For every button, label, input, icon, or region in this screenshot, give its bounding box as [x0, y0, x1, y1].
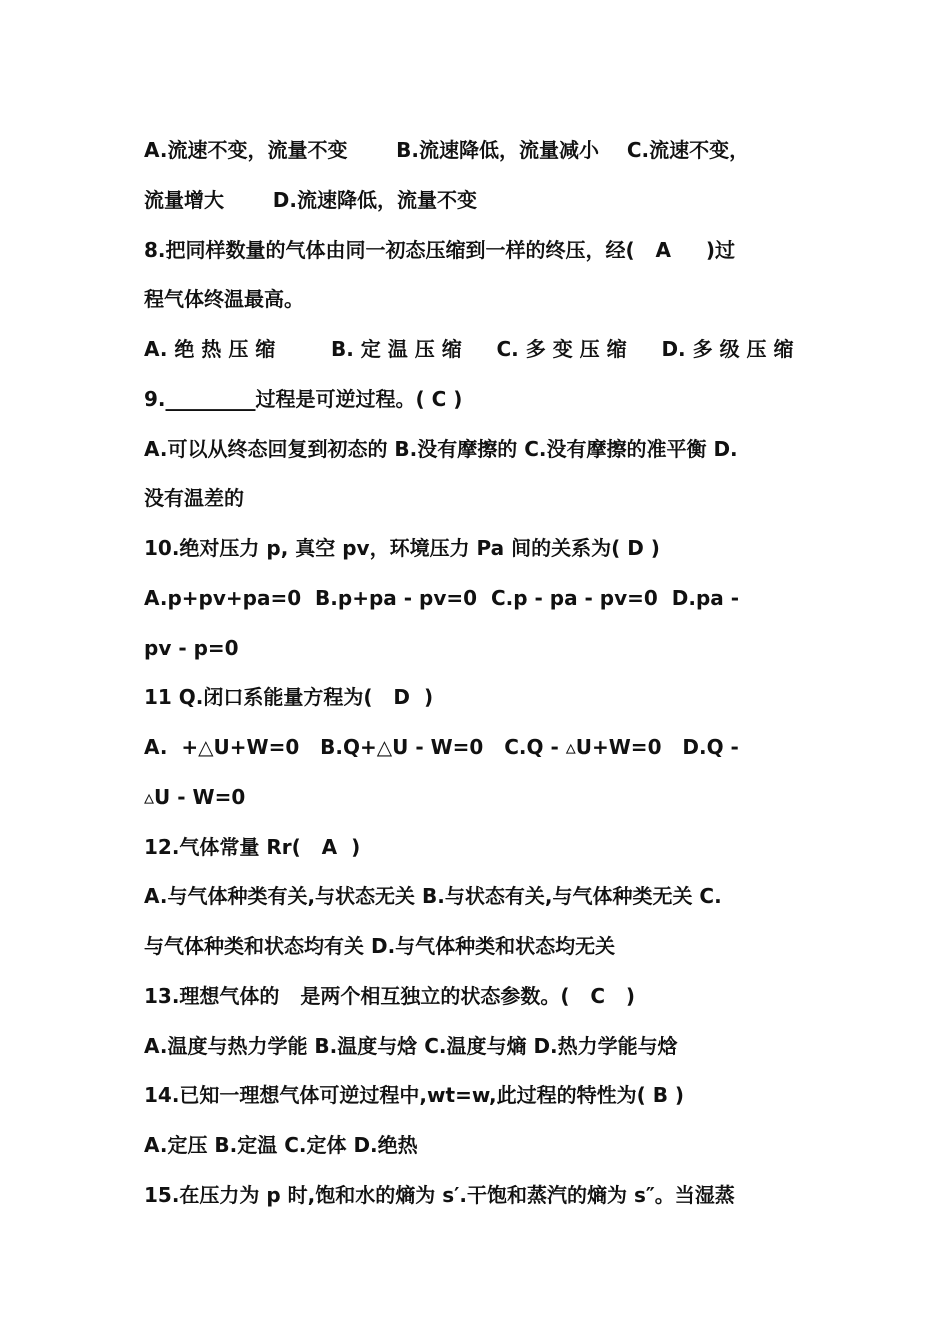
text-line: 与气体种类和状态均有关 D.与气体种类和状态均无关 — [144, 934, 616, 958]
text-line: 14.已知一理想气体可逆过程中,wt=w,此过程的特性为( B ) — [144, 1083, 685, 1108]
text-line: A.温度与热力学能 B.温度与焓 C.温度与熵 D.热力学能与焓 — [144, 1033, 678, 1058]
text-line: A.流速不变，流量不变 B.流速降低，流量减小 C.流速不变， — [144, 138, 750, 162]
text-line: 13.理想气体的 是两个相互独立的状态参数。( C ) — [144, 983, 636, 1008]
text-line: 15.在压力为 p 时,饱和水的熵为 s′.干饱和蒸汽的熵为 s″。当湿蒸 — [144, 1182, 735, 1207]
text-line: 8.把同样数量的气体由同一初态压缩到一样的终压，经( A )过 — [144, 237, 735, 262]
text-line: 12.气体常量 Rr( A ) — [144, 834, 361, 859]
text-line: A.p+pv+pa=0 B.p+pa - pv=0 C.p - pa - pv=0 D.pa - — [144, 585, 740, 610]
text-line: pv - p=0 — [144, 635, 239, 660]
document-body — [144, 128, 824, 1223]
text-line: 程气体终温最高。 — [144, 287, 304, 312]
text-line: 没有温差的 — [144, 486, 244, 511]
text-line: 9._________过程是可逆过程。( C ) — [144, 386, 463, 411]
text-line: A. 绝 热 压 缩 B. 定 温 压 缩 C. 多 变 压 缩 D. 多 级 压 缩 — [144, 337, 794, 361]
text-line: 11 Q.闭口系能量方程为( D ) — [144, 685, 434, 710]
text-line: A.定压 B.定温 C.定体 D.绝热 — [144, 1133, 418, 1157]
text-line: 流量增大 D.流速降低，流量不变 — [144, 187, 477, 212]
text-line: ▵U - W=0 — [144, 784, 246, 809]
text-line: A.与气体种类有关,与状态无关 B.与状态有关,与气体种类无关 C. — [144, 884, 722, 909]
text-line: 10.绝对压力 p, 真空 pv，环境压力 Pa 间的关系为( D ) — [144, 536, 660, 560]
text-line: A. +△U+W=0 B.Q+△U - W=0 C.Q - ▵U+W=0 D.Q - — [144, 735, 739, 759]
text-line: A.可以从终态回复到初态的 B.没有摩擦的 C.没有摩擦的准平衡 D. — [144, 436, 738, 461]
